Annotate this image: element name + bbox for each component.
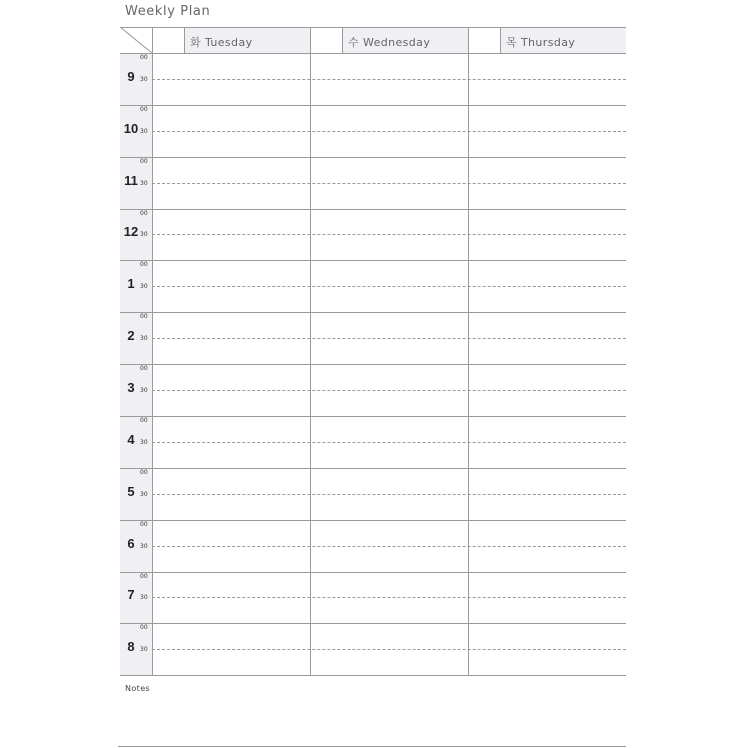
time-slot-wednesday-11[interactable]: [311, 158, 468, 209]
hour-label: 11: [124, 172, 138, 188]
corner-diagonal-icon: [120, 27, 152, 53]
hour-label: 3: [127, 380, 135, 396]
time-slot-thursday-5[interactable]: [469, 469, 626, 520]
hour-label: 7: [127, 587, 135, 603]
day-header-thursday: [468, 27, 626, 53]
time-slot-thursday-2[interactable]: [469, 313, 626, 364]
minute-mark-30: 30: [140, 387, 148, 395]
time-slot-wednesday-5[interactable]: [311, 469, 468, 520]
schedule-grid: [120, 27, 626, 675]
minute-mark-00: 00: [140, 313, 148, 321]
minute-mark-30: 30: [140, 75, 148, 83]
minute-mark-30: 30: [140, 542, 148, 550]
time-slot-tuesday-1[interactable]: [153, 261, 310, 312]
time-slot-tuesday-3[interactable]: [153, 365, 310, 416]
time-slot-tuesday-11[interactable]: [153, 158, 310, 209]
notes-label: Notes: [125, 684, 151, 693]
hour-label: 9: [127, 68, 135, 84]
time-slot-wednesday-8[interactable]: [311, 624, 468, 675]
date-box[interactable]: [310, 27, 343, 53]
time-slot-thursday-9[interactable]: [469, 54, 626, 105]
minute-mark-30: 30: [140, 231, 148, 239]
time-slot-wednesday-9[interactable]: [311, 54, 468, 105]
hour-label: 4: [127, 431, 135, 447]
time-slot-thursday-4[interactable]: [469, 417, 626, 468]
minute-mark-00: 00: [140, 624, 148, 632]
time-slot-wednesday-4[interactable]: [311, 417, 468, 468]
minute-mark-00: 00: [140, 416, 148, 424]
time-slot-thursday-3[interactable]: [469, 365, 626, 416]
time-slot-wednesday-10[interactable]: [311, 106, 468, 157]
minute-mark-00: 00: [140, 157, 148, 165]
day-label: [190, 34, 253, 50]
time-slot-thursday-11[interactable]: [469, 158, 626, 209]
time-slot-tuesday-9[interactable]: [153, 54, 310, 105]
time-slot-thursday-10[interactable]: [469, 106, 626, 157]
day-label: [506, 34, 575, 50]
minute-mark-00: 00: [140, 572, 148, 580]
day-header-tuesday: [152, 27, 310, 53]
time-slot-tuesday-10[interactable]: [153, 106, 310, 157]
time-slot-thursday-6[interactable]: [469, 521, 626, 572]
day-english: Tuesday: [204, 36, 253, 49]
notes-baseline: [118, 746, 626, 747]
day-korean: 화: [190, 36, 202, 49]
minute-mark-00: 00: [140, 105, 148, 113]
minute-mark-30: 30: [140, 490, 148, 498]
minute-mark-30: 30: [140, 335, 148, 343]
time-slot-thursday-1[interactable]: [469, 261, 626, 312]
time-slot-tuesday-2[interactable]: [153, 313, 310, 364]
grid-top-border: [120, 27, 626, 28]
time-slot-thursday-7[interactable]: [469, 573, 626, 624]
time-slot-tuesday-6[interactable]: [153, 521, 310, 572]
minute-mark-30: 30: [140, 438, 148, 446]
time-slot-wednesday-12[interactable]: [311, 210, 468, 261]
day-english: Thursday: [520, 36, 576, 49]
hour-label: 2: [127, 328, 135, 344]
day-label: [348, 34, 430, 50]
hour-label: 10: [123, 120, 139, 136]
hour-label: 6: [127, 535, 135, 551]
day-korean: 수: [348, 36, 360, 49]
time-slot-thursday-12[interactable]: [469, 210, 626, 261]
minute-mark-00: 00: [140, 54, 148, 61]
time-slot-tuesday-7[interactable]: [153, 573, 310, 624]
day-english: Wednesday: [362, 36, 431, 49]
time-slot-wednesday-3[interactable]: [311, 365, 468, 416]
minute-mark-00: 00: [140, 468, 148, 476]
page-title: Weekly Plan: [125, 4, 211, 19]
time-slot-wednesday-7[interactable]: [311, 573, 468, 624]
minute-mark-00: 00: [140, 261, 148, 269]
date-box[interactable]: [152, 27, 185, 53]
hour-label: 5: [127, 483, 135, 499]
time-slot-tuesday-4[interactable]: [153, 417, 310, 468]
hour-label: 1: [127, 276, 135, 292]
time-slot-wednesday-2[interactable]: [311, 313, 468, 364]
minute-mark-30: 30: [140, 646, 148, 654]
minute-mark-30: 30: [140, 179, 148, 187]
minute-mark-00: 00: [140, 209, 148, 217]
minute-mark-30: 30: [140, 283, 148, 291]
date-box[interactable]: [468, 27, 501, 53]
hour-label: 8: [127, 639, 135, 655]
time-slot-thursday-8[interactable]: [469, 624, 626, 675]
hour-label: 12: [123, 224, 139, 240]
time-slot-tuesday-5[interactable]: [153, 469, 310, 520]
corner-cell: [120, 27, 152, 53]
minute-mark-00: 00: [140, 520, 148, 528]
minute-mark-30: 30: [140, 127, 148, 135]
time-slot-tuesday-8[interactable]: [153, 624, 310, 675]
time-slot-wednesday-6[interactable]: [311, 521, 468, 572]
time-slot-wednesday-1[interactable]: [311, 261, 468, 312]
day-header-wednesday: [310, 27, 468, 53]
day-korean: 목: [506, 36, 518, 49]
minute-mark-30: 30: [140, 594, 148, 602]
time-slot-tuesday-12[interactable]: [153, 210, 310, 261]
minute-mark-00: 00: [140, 365, 148, 373]
